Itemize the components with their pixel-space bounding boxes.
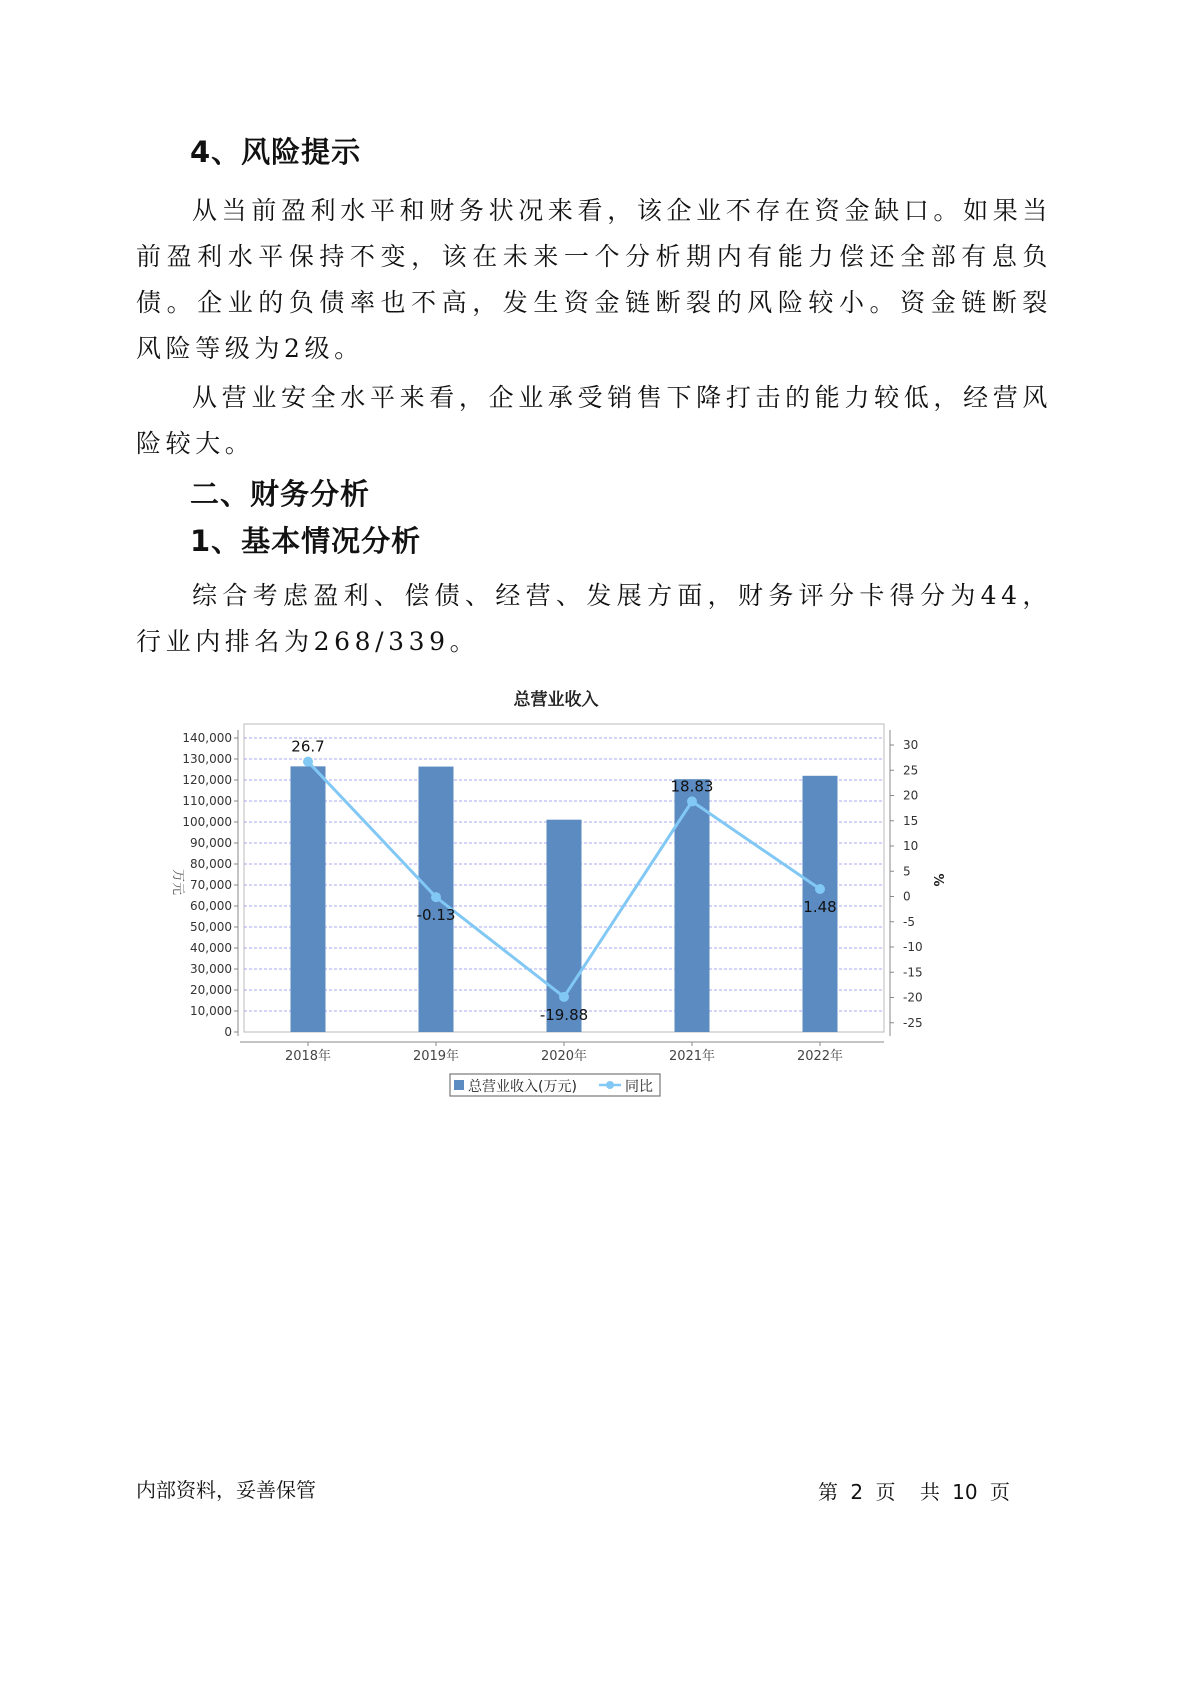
bar	[675, 779, 710, 1032]
bar	[291, 766, 326, 1032]
x-tick-label: 2018年	[284, 1049, 332, 1064]
y2-tick-label: 0	[903, 889, 911, 904]
yoy-data-label: 18.83	[670, 777, 714, 796]
y2-tick-label: -5	[903, 914, 915, 929]
yoy-data-label: -19.88	[539, 1005, 589, 1024]
revenue-chart	[160, 680, 960, 1120]
total-label-unit: 页	[989, 1480, 1010, 1504]
legend-bar-label: 总营业收入(万元)	[468, 1079, 577, 1095]
basic-analysis-heading: 1、基本情况分析	[190, 524, 422, 558]
x-tick-label: 2021年	[668, 1049, 716, 1064]
footer-page-info	[818, 1476, 1010, 1505]
y2-tick-label: -20	[903, 990, 923, 1005]
y2-tick-label: 5	[903, 864, 911, 879]
y-tick-label: 70,000	[190, 878, 232, 892]
page-label-prefix: 第	[818, 1480, 838, 1504]
yoy-point	[687, 796, 697, 806]
y2-tick-label: 10	[903, 839, 919, 853]
legend-bar-swatch	[454, 1080, 464, 1090]
yoy-point	[431, 892, 441, 902]
page-number: 2	[850, 1480, 864, 1504]
risk-paragraph-2: 从营业安全水平来看，企业承受销售下降打击的能力较低，经营风险较大。	[136, 383, 1052, 458]
y-tick-label: 40,000	[190, 941, 232, 955]
risk-paragraph-1: 从当前盈利水平和财务状况来看，该企业不存在资金缺口。如果当前盈利水平保持不变，该在未来一个分析期内有能力偿还全部有息负债。企业的负债率也不高，发生资金链断裂的风险较小。资金链断裂风险等级为2级。	[136, 196, 1052, 363]
x-tick-label: 2020年	[540, 1049, 588, 1064]
y2-tick-label: 15	[903, 813, 919, 828]
yoy-point	[559, 992, 569, 1002]
yoy-data-label: 26.7	[291, 737, 325, 756]
y-tick-label: 20,000	[190, 983, 232, 997]
y-tick-label: 100,000	[182, 815, 232, 829]
finance-heading: 二、财务分析	[190, 477, 371, 511]
legend-line-marker	[606, 1081, 614, 1089]
y-tick-label: 90,000	[190, 836, 232, 850]
y-tick-label: 130,000	[182, 752, 232, 766]
y2-tick-label: -10	[903, 940, 923, 954]
footer-confidential: 内部资料，妥善保管	[136, 1478, 316, 1502]
total-label-prefix: 共	[919, 1480, 940, 1504]
y-tick-label: 60,000	[190, 899, 232, 913]
y-tick-label: 10,000	[190, 1004, 232, 1018]
y-tick-label: 110,000	[182, 794, 232, 808]
y-tick-label: 80,000	[190, 857, 232, 871]
legend-line-label: 同比	[625, 1079, 653, 1095]
yoy-point	[815, 884, 825, 894]
chart-title: 总营业收入	[513, 690, 599, 710]
y-tick-label: 30,000	[190, 962, 232, 976]
chart-legend	[450, 1074, 660, 1096]
x-tick-label: 2019年	[412, 1049, 460, 1064]
yoy-data-label: 1.48	[803, 898, 837, 917]
page-label-unit: 页	[875, 1480, 896, 1504]
x-tick-label: 2022年	[796, 1049, 844, 1064]
y-tick-label: 50,000	[190, 920, 232, 934]
y2-tick-label: 25	[903, 763, 919, 778]
yoy-data-label: -0.13	[416, 906, 456, 925]
y-axis-label: 万元	[170, 868, 185, 896]
y2-tick-label: -25	[903, 1015, 923, 1030]
y2-tick-label: 20	[903, 788, 919, 803]
y-tick-label: 140,000	[182, 731, 232, 745]
y2-axis-label: %	[930, 873, 945, 887]
y2-tick-label: 30	[903, 738, 919, 752]
y-tick-label: 120,000	[182, 773, 232, 787]
y2-tick-label: -15	[903, 965, 923, 980]
y-tick-label: 0	[224, 1025, 232, 1039]
total-pages: 10	[952, 1480, 978, 1504]
basic-analysis-paragraph: 综合考虑盈利、偿债、经营、发展方面，财务评分卡得分为44，行业内排名为268/339。	[136, 581, 1052, 656]
yoy-point	[303, 757, 313, 767]
risk-heading: 4、风险提示	[190, 135, 362, 169]
